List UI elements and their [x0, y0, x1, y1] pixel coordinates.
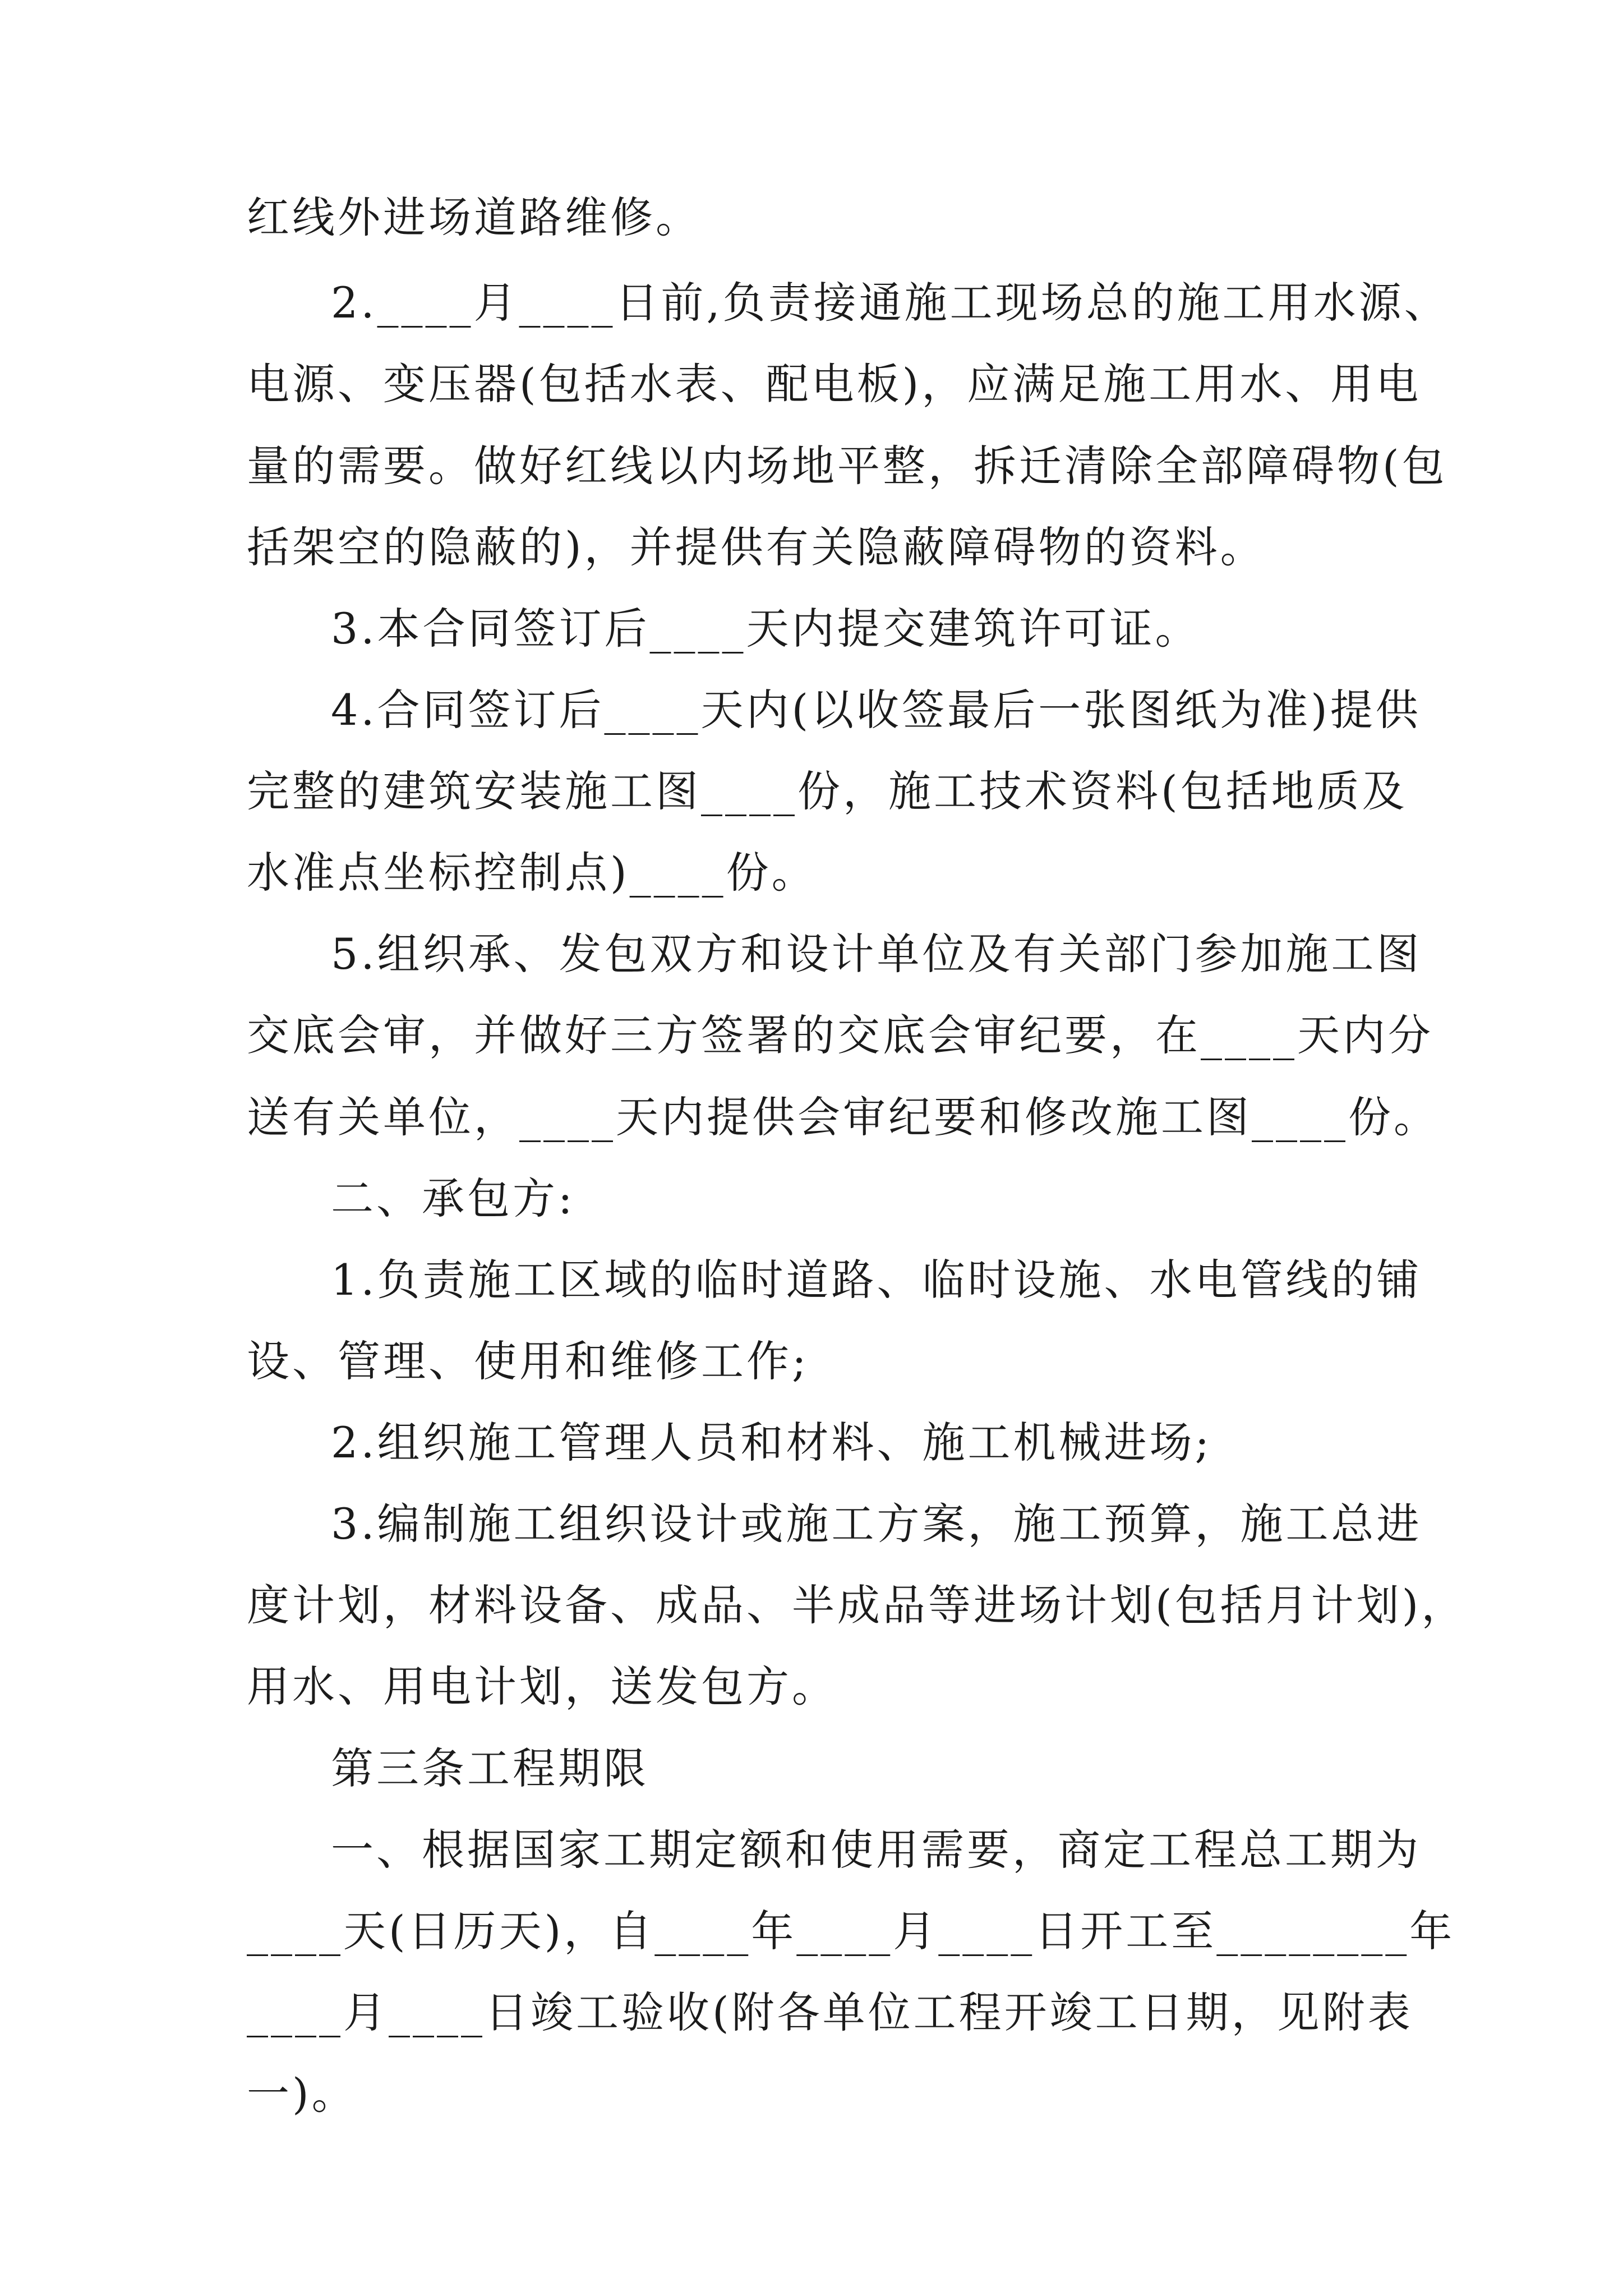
text-line: 量的需要。做好红线以内场地平整，拆迁清除全部障碍物(包 [247, 441, 1447, 491]
text-line: 2.组织施工管理人员和材料、施工机械进场; [331, 1418, 1212, 1467]
text-line: 电源、变压器(包括水表、配电板)，应满足施工用水、用电 [247, 359, 1422, 409]
section-heading: 二、承包方: [331, 1174, 575, 1223]
text-line: 完整的建筑安装施工图____份，施工技术资料(包括地质及 [247, 766, 1408, 816]
text-line: ____月____日竣工验收(附各单位工程开竣工日期，见附表 [247, 1987, 1413, 2037]
text-line: 送有关单位，____天内提供会审纪要和修改施工图____份。 [247, 1092, 1439, 1142]
text-line: 一)。 [247, 2069, 357, 2119]
text-line: 红线外进场道路维修。 [247, 192, 701, 242]
text-line: 设、管理、使用和维修工作; [247, 1336, 809, 1386]
text-line: 3.编制施工组织设计或施工方案，施工预算，施工总进 [331, 1499, 1422, 1549]
text-line: 括架空的隐蔽的)，并提供有关隐蔽障碍物的资料。 [247, 522, 1266, 572]
text-line: 一、根据国家工期定额和使用需要，商定工程总工期为 [331, 1825, 1421, 1875]
text-line: 2.____月____日前,负责接通施工现场总的施工用水源、 [331, 278, 1450, 328]
text-line: 水准点坐标控制点)____份。 [247, 848, 817, 898]
text-line: ____天(日历天)，自____年____月____日开工至________年 [247, 1906, 1455, 1956]
text-line: 1.负责施工区域的临时道路、临时设施、水电管线的铺 [331, 1255, 1422, 1305]
text-line: 4.合同签订后____天内(以收签最后一张图纸为准)提供 [331, 685, 1421, 735]
text-line: 5.组织承、发包双方和设计单位及有关部门参加施工图 [331, 929, 1422, 979]
text-line: 交底会审，并做好三方签署的交底会审纪要，在____天内分 [247, 1010, 1433, 1060]
text-line: 度计划，材料设备、成品、半成品等进场计划(包括月计划)， [247, 1580, 1467, 1630]
text-line: 用水、用电计划，送发包方。 [247, 1662, 837, 1711]
article-heading: 第三条工程期限 [331, 1743, 649, 1793]
text-line: 3.本合同签订后____天内提交建筑许可证。 [331, 604, 1201, 654]
